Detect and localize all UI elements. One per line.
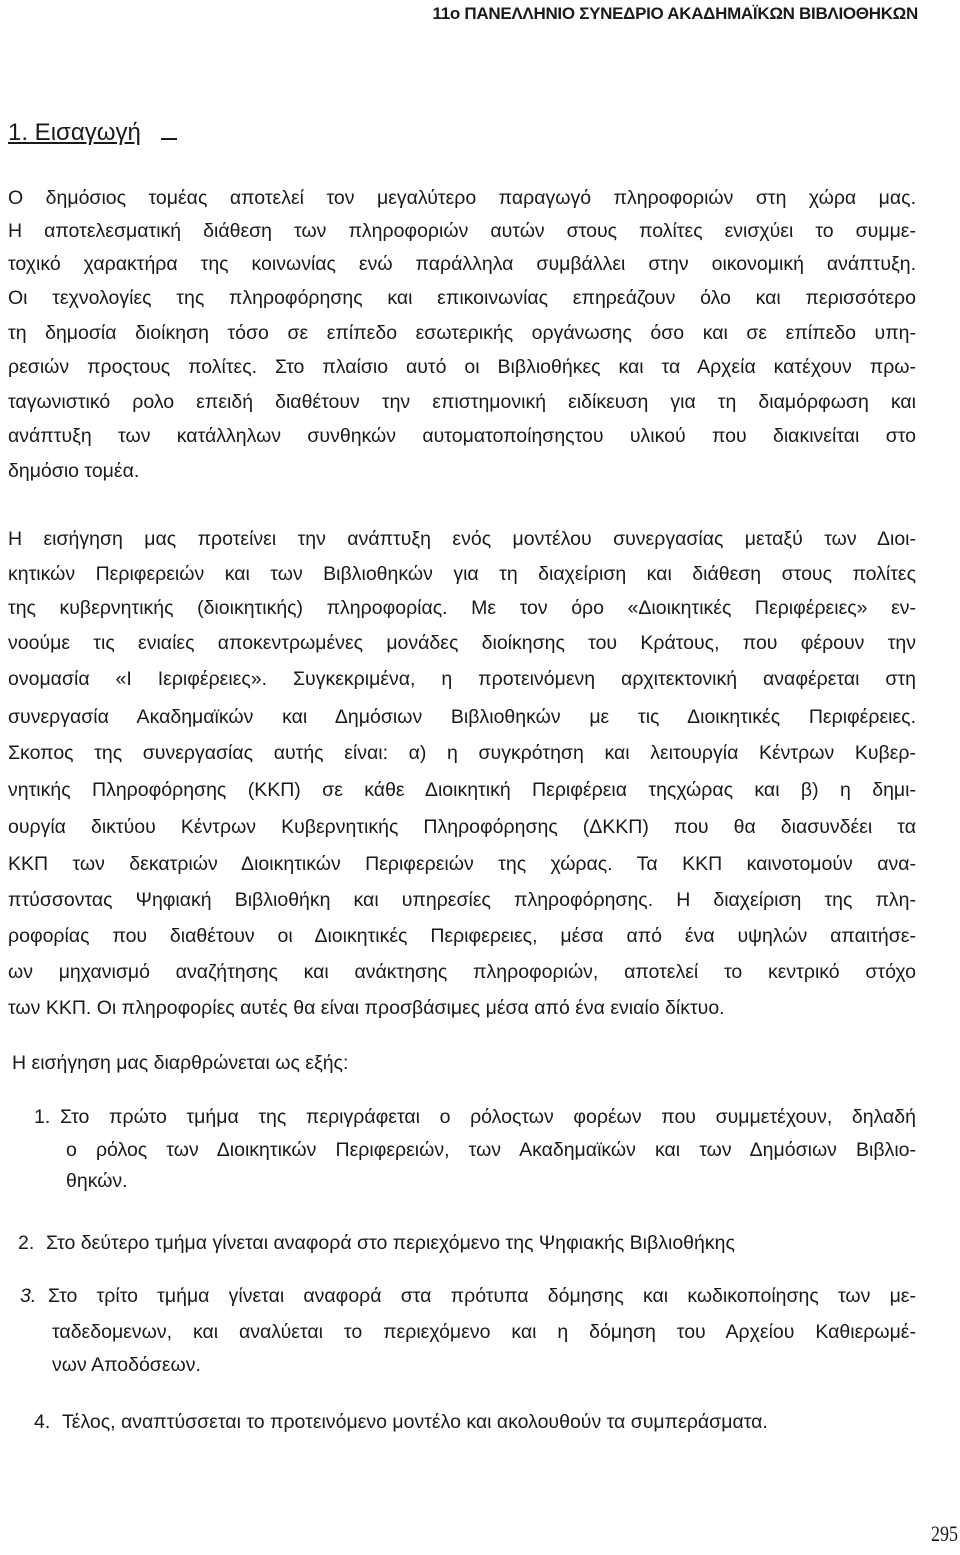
list-item-line: Τέλος, αναπτύσσεται το προτεινόμενο μοντέλο και ακολουθούν τα συμπεράσματα. <box>62 1411 768 1433</box>
text-line: των ΚΚΠ. Οι πληροφορίες αυτές θα είναι προσβάσιμες μέσα από ένα ενιαίο δίκτυο. <box>8 997 725 1019</box>
text-line: ταγωνιστικό ρολο επειδή διαθέτουν την επιστημονική ειδίκευση για τη διαμόρφωση και <box>8 391 916 413</box>
text-line: τη δημοσία διοίκηση τόσο σε επίπεδο εσωτερικής οργάνωσης όσο και σε επίπεδο υπη- <box>8 322 916 344</box>
running-header: 11ο ΠΑΝΕΛΛΗΝΙΟ ΣΥΝΕΔΡΙΟ ΑΚΑΔΗΜΑΪΚΩΝ ΒΙΒΛΙΟΘΗΚΩΝ <box>432 4 918 23</box>
structure-intro: Η εισήγηση μας διαρθρώνεται ως εξής: <box>12 1052 349 1074</box>
list-item-line: ο ρόλος των Διοικητικών Περιφερειών, των Ακαδημαϊκών και των Δημόσιων Βιβλιο- <box>66 1139 916 1161</box>
page-number: 295 <box>930 1521 958 1546</box>
text-line: Οι τεχνολογίες της πληροφόρησης και επικοινωνίας επηρεάζουν όλο και περισσότερο <box>8 287 916 309</box>
text-line: ροφορίας που διαθέτουν οι Διοικητικές Περιφερειες, μέσα από ένα υψηλών απαιτήσε- <box>8 925 916 947</box>
list-item-line: Στο δεύτερο τμήμα γίνεται αναφορά στο περιεχόμενο της Ψηφιακής Βιβλιοθήκης <box>46 1232 735 1254</box>
text-line: Η αποτελεσματική διάθεση των πληροφοριών αυτών στους πολίτες ενισχύει το συμμε- <box>8 220 916 242</box>
text-line: Σκοπος της συνεργασίας αυτής είναι: α) η συγκρότηση και λειτουργία Κέντρων Κυβερ- <box>8 742 916 764</box>
text-line: Η εισήγηση μας προτείνει την ανάπτυξη ενός μοντέλου συνεργασίας μεταξύ των Διοι- <box>8 528 916 550</box>
text-line: ων μηχανισμό αναζήτησης και ανάκτησης πληροφοριών, αποτελεί το κεντρικό στόχο <box>8 961 916 983</box>
list-item-line: ταδεδομενων, και αναλύεται το περιεχόμενο και η δόμηση του Αρχείου Καθιερωμέ- <box>52 1321 916 1343</box>
section-title-text: 1. Εισαγωγή <box>8 119 141 146</box>
list-item-line: Στο τρίτο τμήμα γίνεται αναφορά στα πρότυπα δόμησης και κωδικοποίησης των με- <box>48 1285 916 1307</box>
list-item-number: 3. <box>20 1285 37 1307</box>
text-line: πτύσσοντας Ψηφιακή Βιβλιοθήκη και υπηρεσίες πληροφόρησης. Η διαχείριση της πλη- <box>8 889 916 911</box>
text-line: κητικών Περιφερειών και των Βιβλιοθηκών για τη διαχείριση και διάθεση στους πολίτες <box>8 563 916 585</box>
text-line: ΚΚΠ των δεκατριών Διοικητικών Περιφερειών της χώρας. Τα ΚΚΠ καινοτομούν ανα- <box>8 853 916 875</box>
list-item-line: Στο πρώτο τμήμα της περιγράφεται ο ρόλοςτων φορέων που συμμετέχουν, δηλαδή <box>60 1106 916 1128</box>
title-trailing-mark <box>161 118 177 140</box>
text-line: τοχικό χαρακτήρα της κοινωνίας ενώ παράλληλα συμβάλλει στην οικονομική ανάπτυξη. <box>8 253 916 275</box>
text-line: νοούμε τις ενιαίες αποκεντρωμένες μονάδες διοίκησης του Κράτους, που φέρουν την <box>8 632 916 654</box>
list-item-line: νων Αποδόσεων. <box>52 1354 201 1376</box>
text-line: συνεργασία Ακαδημαϊκών και Δημόσιων Βιβλιοθηκών με τις Διοικητικές Περιφέρειες. <box>8 706 916 728</box>
list-item-line: θηκών. <box>66 1170 128 1192</box>
text-line: ουργία δικτύου Κέντρων Κυβερνητικής Πληροφόρησης (ΔΚΚΠ) που θα διασυνδέει τα <box>8 816 916 838</box>
text-line: της κυβερνητικής (διοικητικής) πληροφορίας. Με τον όρο «Διοικητικές Περιφέρειες» εν- <box>8 597 916 619</box>
text-line: ονομασία «Ι Ιεριφέρειες». Συγκεκριμένα, η προτεινόμενη αρχιτεκτονική αναφέρεται στη <box>8 668 916 690</box>
text-line: δημόσιο τομέα. <box>8 460 140 482</box>
text-line: ανάπτυξη των κατάλληλων συνθηκών αυτοματοποίησηςτου υλικού που διακινείται στο <box>8 425 916 447</box>
list-item-number: 4. <box>34 1411 51 1433</box>
text-line: Ο δημόσιος τομέας αποτελεί τον μεγαλύτερο παραγωγό πληροφοριών στη χώρα μας. <box>8 187 916 209</box>
list-item-number: 2. <box>18 1232 35 1254</box>
text-line: ρεσιών προςτους πολίτες. Στο πλαίσιο αυτό οι Βιβλιοθήκες και τα Αρχεία κατέχουν πρω- <box>8 356 916 378</box>
text-line: νητικής Πληροφόρησης (ΚΚΠ) σε κάθε Διοικητική Περιφέρεια τηςχώρας και β) η δημι- <box>8 779 916 801</box>
list-item-number: 1. <box>34 1106 51 1128</box>
section-title <box>8 118 177 147</box>
